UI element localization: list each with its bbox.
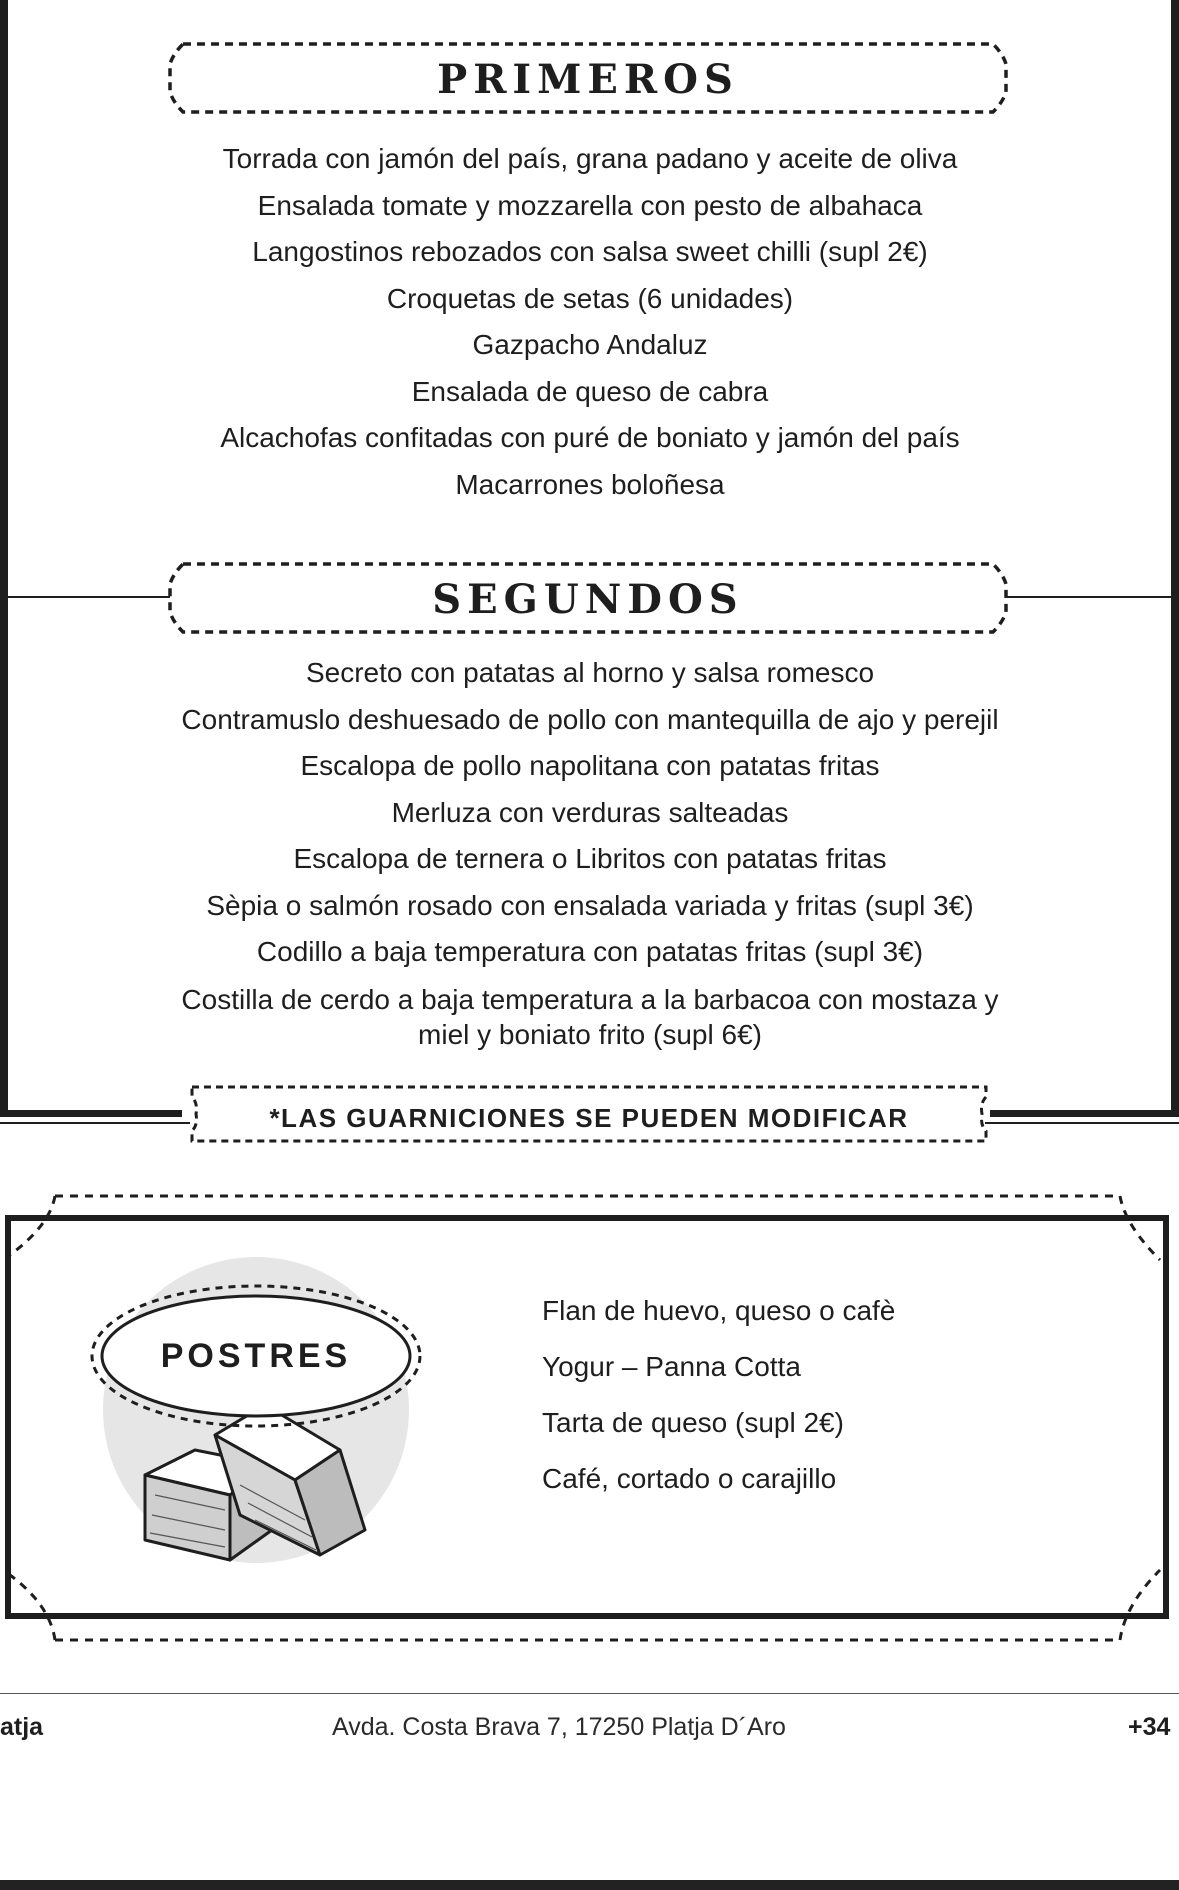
primeros-list xyxy=(60,136,1120,508)
frame-bottom-left-border xyxy=(0,1110,182,1117)
footer-divider xyxy=(0,1693,1179,1694)
garnish-note: *LAS GUARNICIONES SE PUEDEN MODIFICAR xyxy=(269,1103,909,1133)
list-item: Ensalada tomate y mozzarella con pesto de albahaca xyxy=(257,189,923,221)
footer-left-text: atja xyxy=(0,1713,44,1741)
list-item: Ensalada de queso de cabra xyxy=(411,375,769,407)
segundos-divider-right xyxy=(1005,596,1179,598)
frame-right-border xyxy=(1171,0,1179,1117)
segundos-divider-left xyxy=(0,596,170,598)
list-item: Macarrones boloñesa xyxy=(455,468,725,500)
frame-left-border xyxy=(0,0,8,1117)
postres-title: POSTRES xyxy=(160,1337,352,1375)
footer-address: Avda. Costa Brava 7, 17250 Platja D´Aro xyxy=(332,1713,786,1741)
list-item: Yogur – Panna Cotta xyxy=(542,1351,801,1382)
cake-slices-icon xyxy=(90,1255,430,1585)
frame-bottom-right-thin-border xyxy=(985,1122,1179,1124)
frame-bottom-right-border xyxy=(990,1110,1179,1117)
list-item: Contramuslo deshuesado de pollo con mantequilla de ajo y perejil xyxy=(181,703,999,735)
list-item: Alcachofas confitadas con puré de boniato y jamón del país xyxy=(220,422,960,453)
frame-bottom-left-thin-border xyxy=(0,1122,190,1124)
list-item: Costilla de cerdo a baja temperatura a la barbacoa con mostaza y miel y boniato frito (supl 6€) xyxy=(181,983,999,1050)
list-item: Langostinos rebozados con salsa sweet chilli (supl 2€) xyxy=(252,236,928,267)
list-item: Gazpacho Andaluz xyxy=(472,329,708,360)
bottom-bar xyxy=(0,1880,1179,1890)
list-item: Torrada con jamón del país, grana padano y aceite de oliva xyxy=(222,143,958,174)
primeros-title: PRIMEROS xyxy=(437,56,739,103)
postres-list xyxy=(542,1283,895,1507)
list-item: Codillo a baja temperatura con patatas fritas (supl 3€) xyxy=(256,936,924,967)
list-item: Sèpia o salmón rosado con ensalada variada y fritas (supl 3€) xyxy=(206,889,974,921)
list-item: Café, cortado o carajillo xyxy=(542,1463,837,1494)
list-item: Secreto con patatas al horno y salsa romesco xyxy=(305,657,875,688)
footer-phone: +34 xyxy=(1128,1713,1171,1741)
list-item: Tarta de queso (supl 2€) xyxy=(542,1407,844,1438)
list-item: Merluza con verduras salteadas xyxy=(391,796,789,828)
segundos-title: SEGUNDOS xyxy=(432,576,744,623)
segundos-list xyxy=(60,650,1120,1052)
list-item: Escalopa de ternera o Libritos con patatas fritas xyxy=(293,843,887,874)
list-item: Flan de huevo, queso o cafè xyxy=(542,1295,896,1326)
list-item: Escalopa de pollo napolitana con patatas fritas xyxy=(300,750,880,781)
list-item: Croquetas de setas (6 unidades) xyxy=(386,282,794,314)
